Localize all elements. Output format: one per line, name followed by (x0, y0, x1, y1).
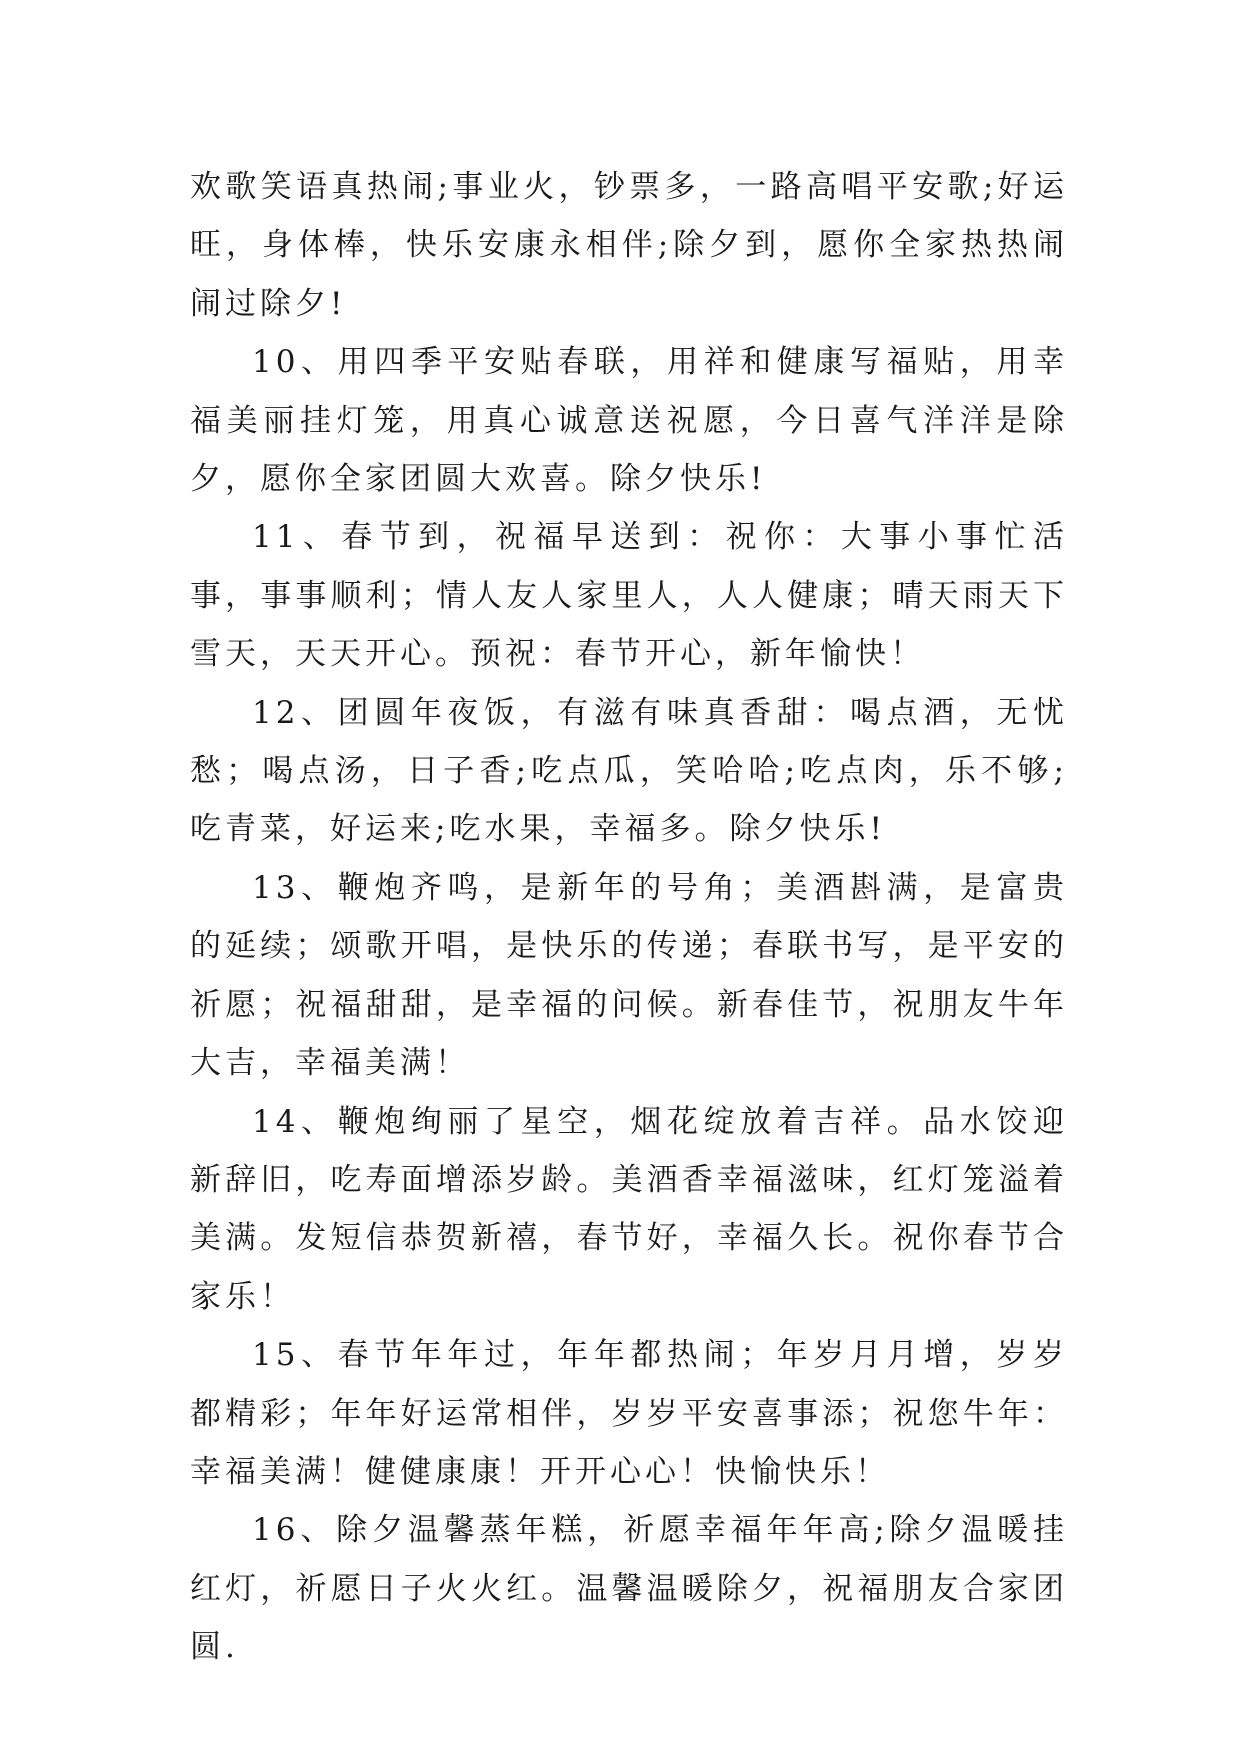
paragraph-item-11: 11、春节到，祝福早送到：祝你：大事小事忙活事，事事顺利；情人友人家里人，人人健康；晴天雨天下雪天，天天开心。预祝：春节开心，新年愉快！ (190, 519, 1068, 673)
paragraph-item-14: 14、鞭炮绚丽了星空，烟花绽放着吉祥。品水饺迎新辞旧，吃寿面增添岁龄。美酒香幸福滋味，红灯笼溢着美满。发短信恭贺新禧，春节好，幸福久长。祝你春节合家乐！ (190, 1103, 1068, 1315)
paragraph-item-10: 10、用四季平安贴春联，用祥和健康写福贴，用幸福美丽挂灯笼，用真心诚意送祝愿，今日喜气洋洋是除夕，愿你全家团圆大欢喜。除夕快乐! (190, 344, 1068, 498)
paragraph-item-16: 16、除夕温馨蒸年糕，祈愿幸福年年高;除夕温暖挂红灯，祈愿日子火火红。温馨温暖除夕，祝福朋友合家团圆. (190, 1512, 1068, 1666)
paragraph-continued: 欢歌笑语真热闹;事业火，钞票多，一路高唱平安歌;好运旺，身体棒，快乐安康永相伴;除夕到，愿你全家热热闹闹过除夕! (190, 169, 1068, 322)
document-body (190, 158, 1068, 1677)
paragraph-item-13: 13、鞭炮齐鸣，是新年的号角；美酒斟满，是富贵的延续；颂歌开唱，是快乐的传递；春联书写，是平安的祈愿；祝福甜甜，是幸福的问候。新春佳节，祝朋友牛年大吉，幸福美满！ (190, 869, 1068, 1082)
paragraph-item-12: 12、团圆年夜饭，有滋有味真香甜：喝点酒，无忧愁；喝点汤，日子香;吃点瓜，笑哈哈;吃点肉，乐不够;吃青菜，好运来;吃水果，幸福多。除夕快乐! (190, 694, 1068, 848)
paragraph-item-15: 15、春节年年过，年年都热闹；年岁月月增，岁岁都精彩；年年好运常相伴，岁岁平安喜事添；祝您牛年：幸福美满！健健康康！开开心心！快愉快乐！ (190, 1337, 1068, 1490)
